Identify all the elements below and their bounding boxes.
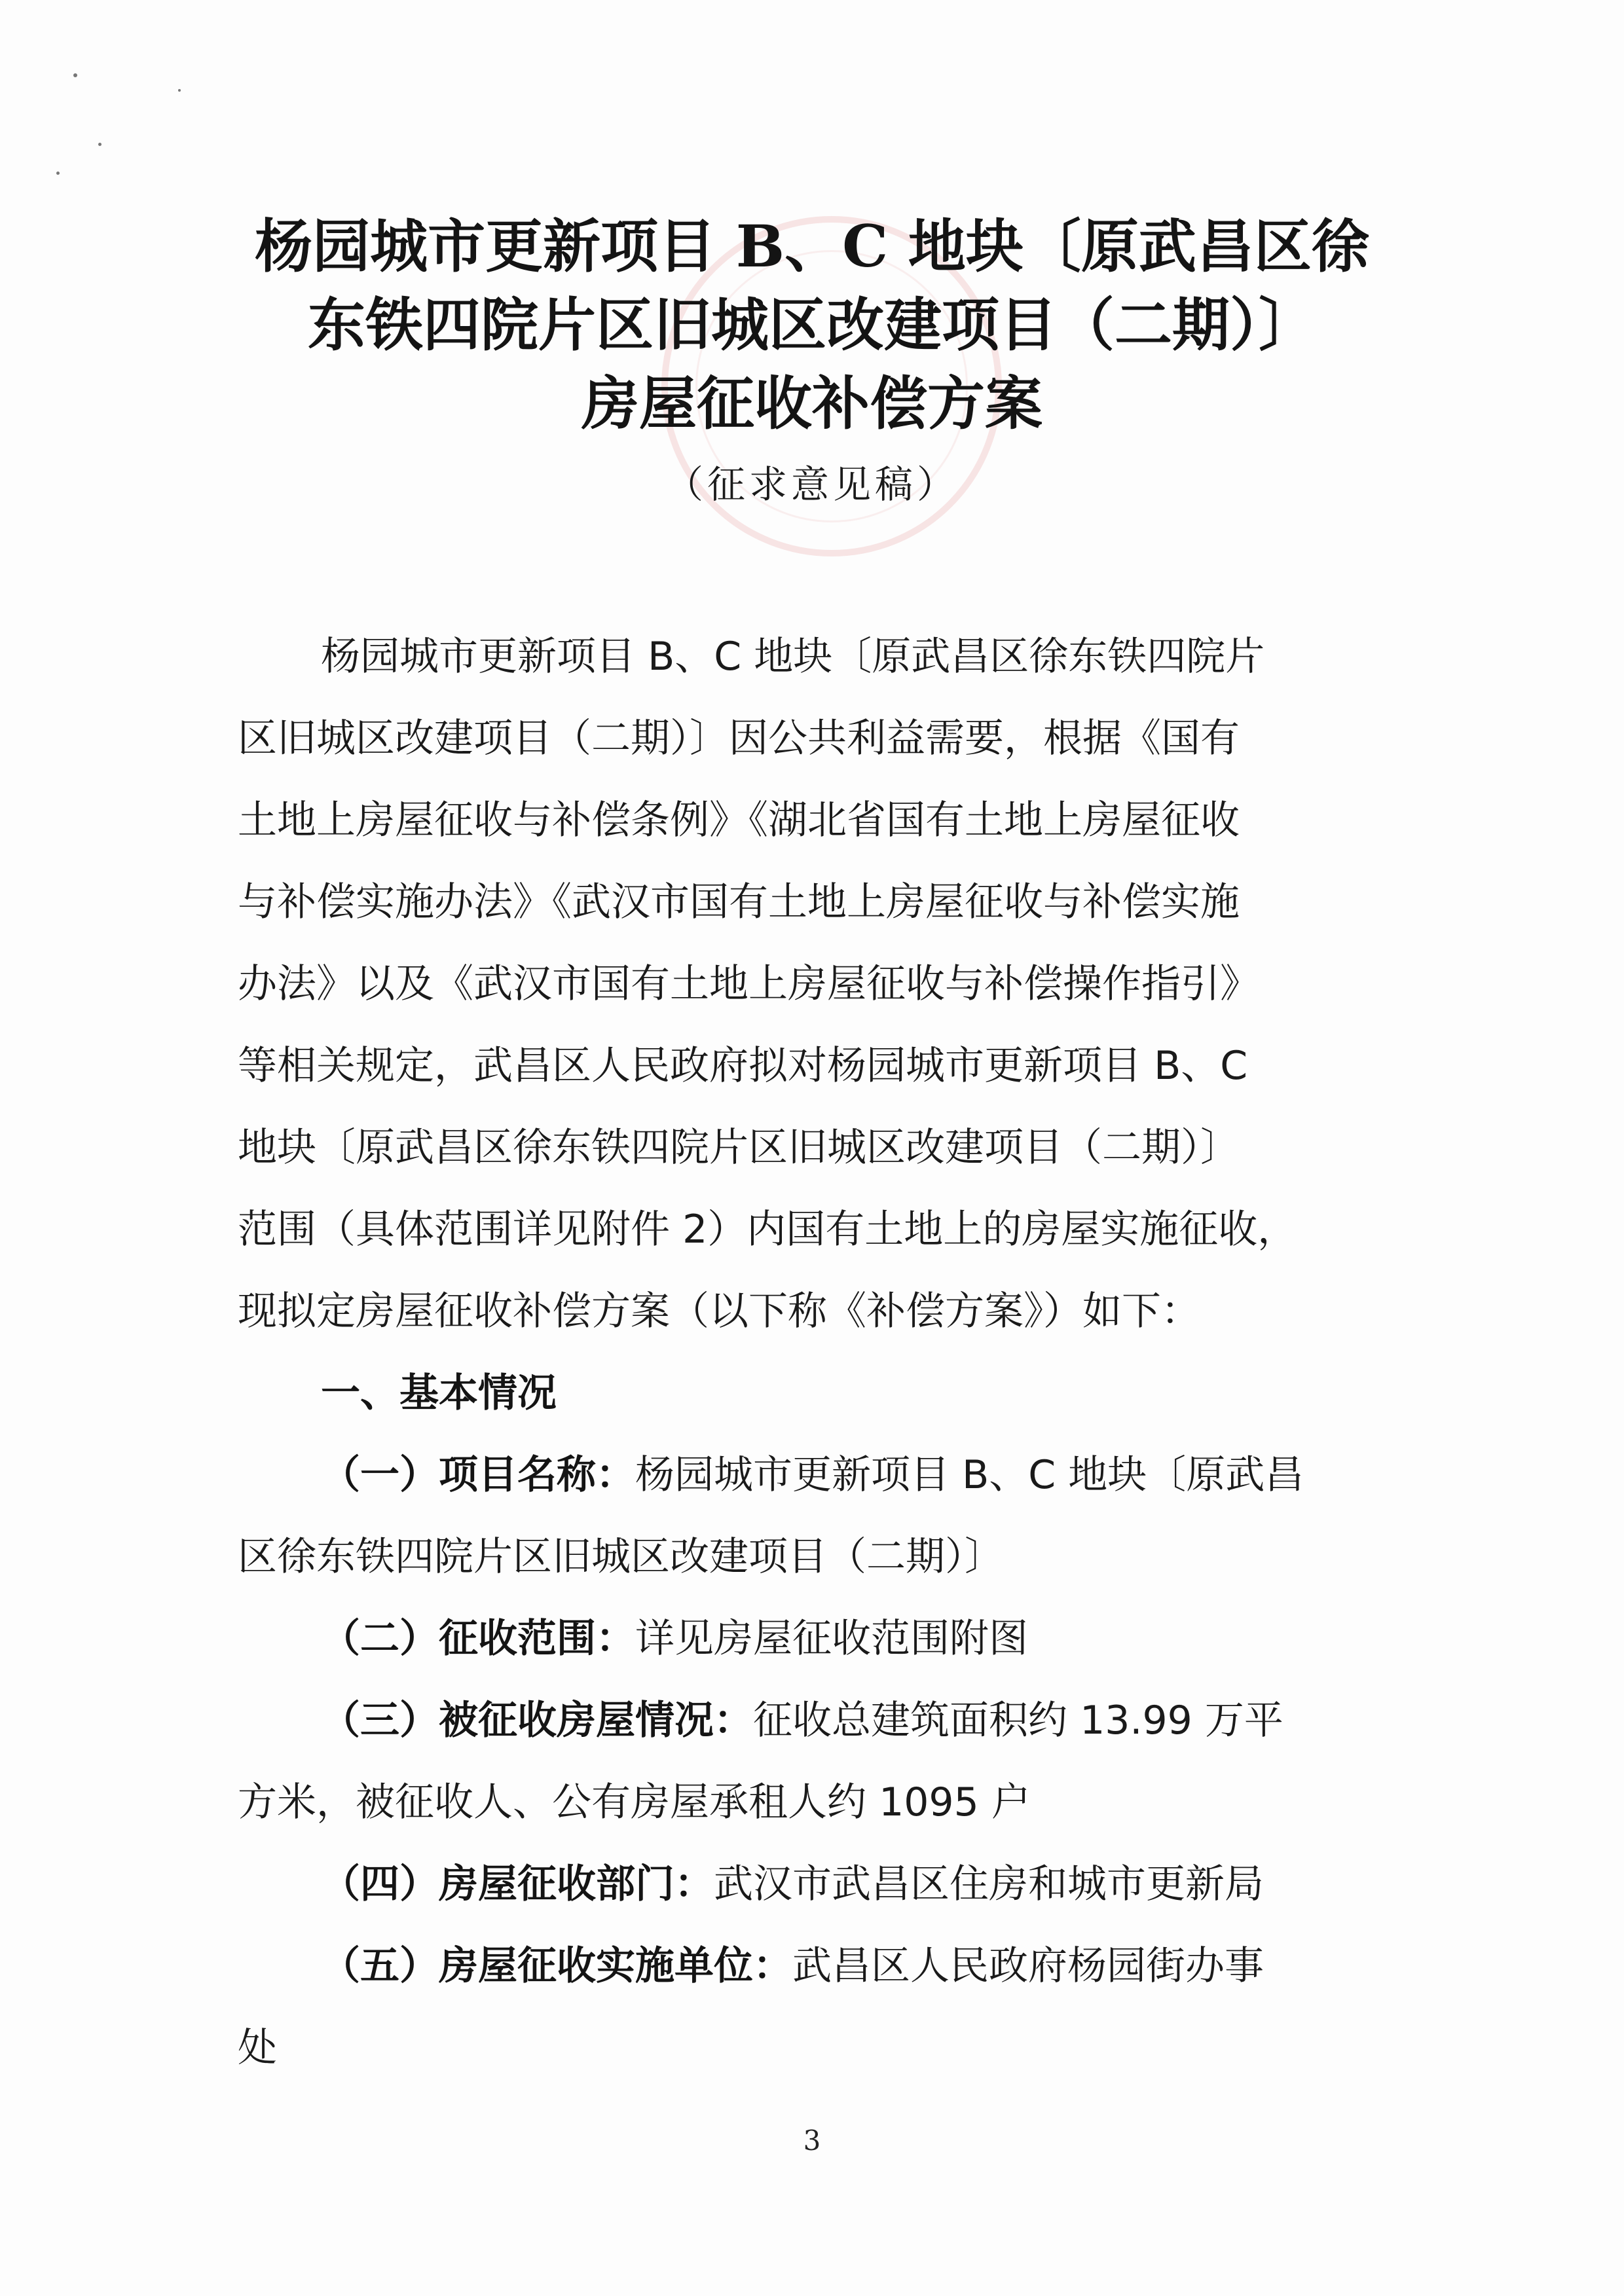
item-3-line xyxy=(321,1688,1283,1753)
item-2-label: （二）征收范围： xyxy=(321,1616,635,1662)
scan-speck xyxy=(98,143,101,146)
intro-line-1: 杨园城市更新项目 B、C 地块〔原武昌区徐东铁四院片 xyxy=(321,634,1265,680)
item-3-value: 征收总建筑面积约 13.99 万平 xyxy=(753,1698,1283,1743)
document-title-line-1: 杨园城市更新项目 B、C 地块〔原武昌区徐 xyxy=(255,212,1369,280)
item-3-label: （三）被征收房屋情况： xyxy=(321,1698,753,1743)
document-title-line-3: 房屋征收补偿方案 xyxy=(581,369,1043,437)
intro-line-4: 与补偿实施办法》《武汉市国有土地上房屋征收与补偿实施 xyxy=(238,879,1240,925)
section-heading: 一、基本情况 xyxy=(321,1370,557,1416)
item-1-label: （一）项目名称： xyxy=(321,1452,635,1498)
document-title-line-2: 东铁四院片区旧城区改建项目（二期）〕 xyxy=(307,291,1316,359)
document-subtitle: （征求意见稿） xyxy=(665,462,959,507)
intro-line-8: 范围（具体范围详见附件 2）内国有土地上的房屋实施征收， xyxy=(238,1207,1297,1252)
item-5-value: 武昌区人民政府杨园街办事 xyxy=(792,1943,1264,1989)
item-5-line xyxy=(321,1933,1264,1999)
page-number: 3 xyxy=(803,2124,821,2157)
item-4-label: （四）房屋征收部门： xyxy=(321,1861,714,1907)
intro-line-9: 现拟定房屋征收补偿方案（以下称《补偿方案》）如下： xyxy=(238,1288,1200,1334)
scan-speck xyxy=(56,172,60,175)
item-2-value: 详见房屋征收范围附图 xyxy=(635,1616,1028,1662)
intro-line-5: 办法》以及《武汉市国有土地上房屋征收与补偿操作指引》 xyxy=(238,961,1259,1007)
item-1-value: 杨园城市更新项目 B、C 地块〔原武昌 xyxy=(635,1452,1304,1498)
item-2-line xyxy=(321,1606,1028,1671)
scan-speck xyxy=(178,89,181,92)
item-4-line xyxy=(321,1851,1264,1917)
item-3-continuation: 方米，被征收人、公有房屋承租人约 1095 户 xyxy=(238,1779,1031,1825)
item-1-line xyxy=(321,1442,1304,1508)
intro-line-7: 地块〔原武昌区徐东铁四院片区旧城区改建项目（二期）〕 xyxy=(238,1125,1240,1171)
item-5-label: （五）房屋征收实施单位： xyxy=(321,1943,792,1989)
intro-line-3: 土地上房屋征收与补偿条例》《湖北省国有土地上房屋征收 xyxy=(238,797,1240,843)
item-5-continuation: 处 xyxy=(238,2025,277,2071)
intro-line-2: 区旧城区改建项目（二期）〕因公共利益需要，根据《国有 xyxy=(238,716,1240,761)
item-1-continuation: 区徐东铁四院片区旧城区改建项目（二期）〕 xyxy=(238,1534,1004,1580)
item-4-value: 武汉市武昌区住房和城市更新局 xyxy=(714,1861,1264,1907)
intro-line-6: 等相关规定，武昌区人民政府拟对杨园城市更新项目 B、C xyxy=(238,1043,1248,1089)
scan-speck xyxy=(73,73,77,77)
